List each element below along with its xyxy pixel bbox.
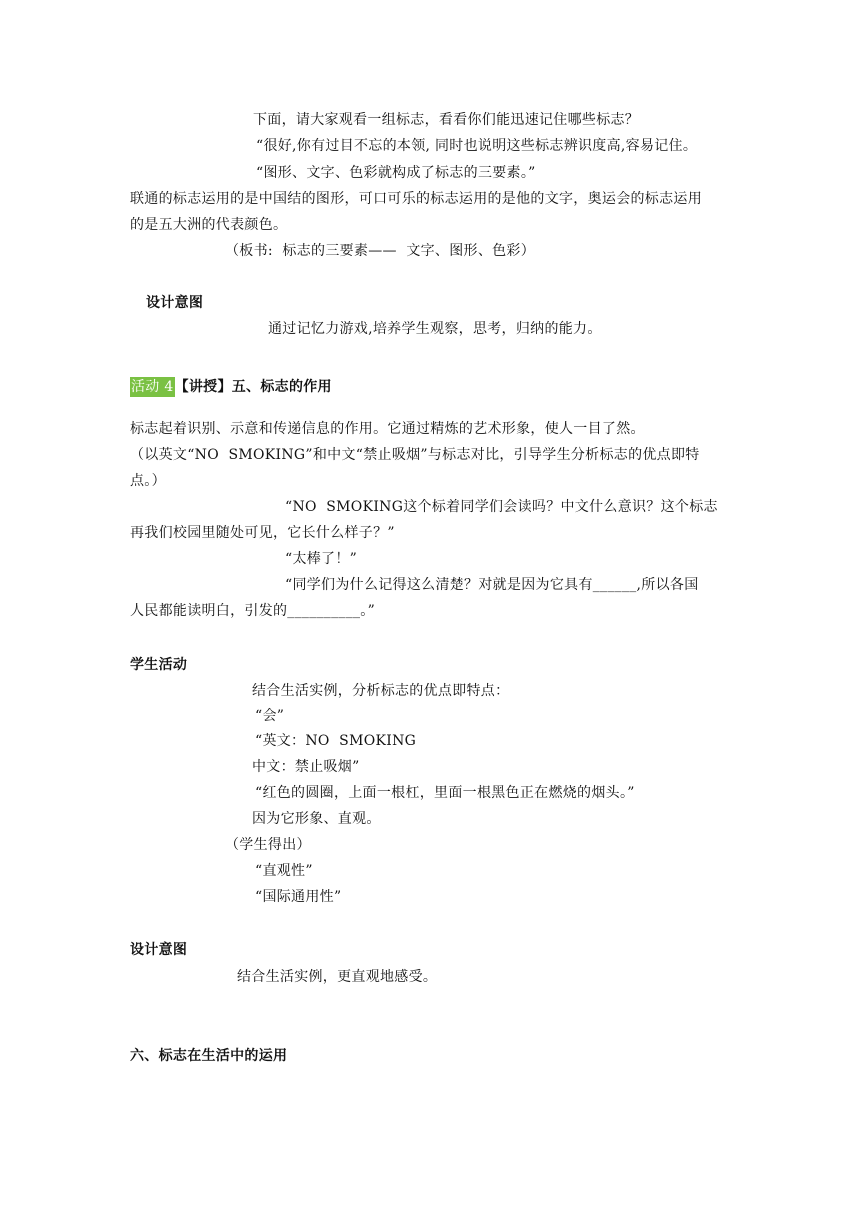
point-intuitive: “直观性” bbox=[255, 863, 313, 879]
student-line-6: 因为它形象、直观。 bbox=[252, 811, 381, 827]
intro-line: 下面，请大家观看一组标志，看看你们能迅速记住哪些标志？ bbox=[253, 112, 640, 128]
design-intent-heading-2: 设计意图 bbox=[130, 942, 188, 958]
design-intent-text-1: 通过记忆力游戏,培养学生观察，思考，归纳的能力。 bbox=[268, 321, 602, 337]
teacher-question-1-line-1: “NO SMOKING这个标着同学们会读吗？中文什么意识？这个标志 bbox=[285, 499, 718, 515]
student-line-1: 结合生活实例，分析标志的优点即特点： bbox=[252, 683, 510, 699]
activity-4-heading-row bbox=[130, 377, 332, 397]
teacher-praise: “太棒了！” bbox=[285, 551, 358, 567]
teacher-question-1-line-2: 再我们校园里随处可见，它长什么样子？” bbox=[130, 525, 395, 541]
teacher-quote-1: “很好,你有过目不忘的本领, 同时也说明这些标志辨识度高,容易记住。 bbox=[256, 138, 698, 154]
design-intent-heading-1: 设计意图 bbox=[146, 295, 204, 311]
section-6-heading: 六、标志在生活中的运用 bbox=[130, 1048, 288, 1064]
function-line-3: 点。） bbox=[130, 473, 166, 489]
teacher-question-2-line-1: “同学们为什么记得这么清楚？对就是因为它具有______,所以各国 bbox=[285, 577, 699, 593]
logo-paragraph-line-2: 的是五大洲的代表颜色。 bbox=[130, 217, 288, 233]
student-line-2: “会” bbox=[255, 708, 285, 724]
activity-4-heading: 【讲授】五、标志的作用 bbox=[174, 379, 332, 395]
student-line-3: “英文：NO SMOKING bbox=[255, 733, 417, 749]
board-note: （板书: 标志的三要素—— 文字、图形、色彩） bbox=[225, 243, 536, 259]
student-line-4: 中文：禁止吸烟” bbox=[252, 759, 360, 775]
design-intent-text-2: 结合生活实例，更直观地感受。 bbox=[237, 969, 438, 985]
function-line-1: 标志起着识别、示意和传递信息的作用。它通过精炼的艺术形象，使人一目了然。 bbox=[130, 421, 645, 437]
point-international: “国际通用性” bbox=[255, 889, 342, 905]
activity-tag: 活动 4 bbox=[131, 379, 174, 395]
teacher-quote-2: “图形、文字、色彩就构成了标志的三要素。” bbox=[256, 165, 536, 181]
teacher-question-2-line-2: 人民都能读明白，引发的__________。” bbox=[130, 603, 376, 619]
logo-paragraph-line-1: 联通的标志运用的是中国结的图形，可口可乐的标志运用的是他的文字，奥运会的标志运用 bbox=[130, 191, 702, 207]
student-line-5: “红色的圆圈，上面一根杠，里面一根黑色正在燃烧的烟头。” bbox=[255, 785, 635, 801]
student-activity-heading: 学生活动 bbox=[130, 657, 188, 673]
students-conclude: （学生得出） bbox=[225, 837, 311, 853]
function-line-2: （以英文“NO SMOKING”和中文“禁止吸烟”与标志对比，引导学生分析标志的优点即特 bbox=[130, 447, 700, 463]
